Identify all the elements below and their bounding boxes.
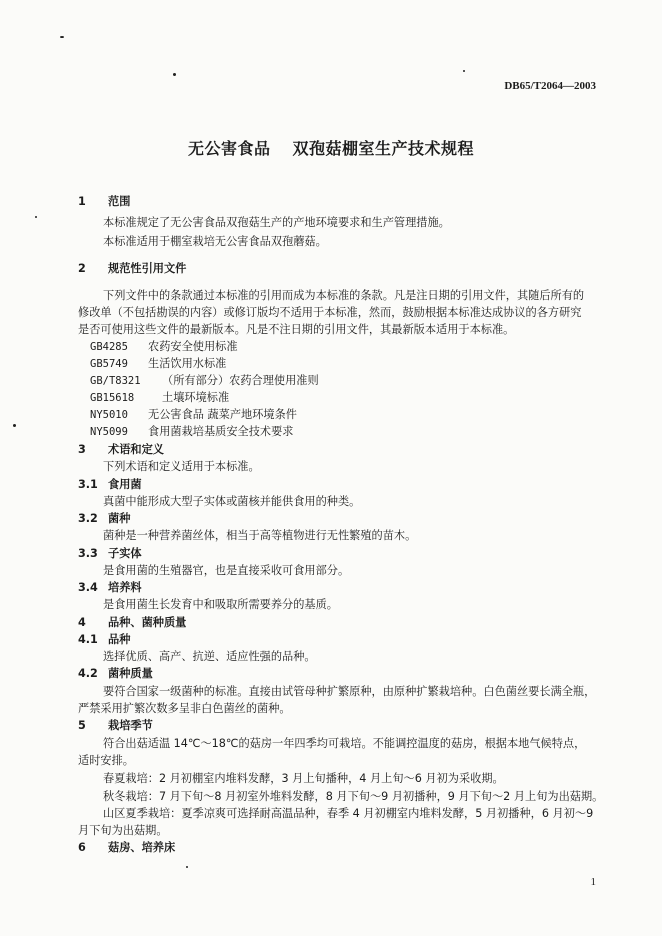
reference-item: GB5749 生活饮用水标准 (90, 357, 227, 370)
section-2-heading: 2 规范性引用文件 (78, 262, 187, 275)
scan-speck (13, 424, 16, 427)
section-1-para-2: 本标准适用于棚室栽培无公害食品双孢蘑菇。 (103, 235, 327, 248)
title-part-1: 无公害食品 (187, 139, 271, 158)
term-definition: 真菌中能形成大型子实体或菌核并能供食用的种类。 (103, 495, 361, 508)
subsection-4-2-line-2: 严禁采用扩繁次数多呈非白色菌丝的菌种。 (78, 702, 291, 715)
term-heading: 3.1 食用菌 (78, 478, 142, 491)
subsection-4-2-heading: 4.2 菌种质量 (78, 667, 153, 680)
reference-item: GB4285 农药安全使用标准 (90, 340, 238, 353)
reference-item: NY5099 食用菌栽培基质安全技术要求 (90, 425, 294, 438)
page-title (0, 136, 662, 159)
section-4-heading: 4 品种、菌种质量 (78, 616, 187, 629)
autumn-winter-cultivation: 秋冬栽培：7 月下旬～8 月初室外堆料发酵，8 月下旬～9 月初播种，9 月下旬～2 月上旬为出菇期。 (103, 790, 604, 803)
title-part-2: 双孢菇棚室生产技术规程 (292, 139, 475, 158)
section-3-heading: 3 术语和定义 (78, 443, 164, 456)
section-5-line-2: 适时安排。 (78, 754, 134, 767)
term-definition: 是食用菌的生殖器官，也是直接采收可食用部分。 (103, 564, 350, 577)
section-6-heading: 6 菇房、培养床 (78, 841, 176, 854)
subsection-4-2-line-1: 要符合国家一级菌种的标准。直接由试管母种扩繁原种，由原种扩繁栽培种。白色菌丝要长满全瓶， (103, 685, 596, 698)
scan-speck (186, 866, 188, 868)
section-3-intro: 下列术语和定义适用于本标准。 (103, 460, 260, 473)
section-5-line-1: 符合出菇适温 14℃～18℃的菇房一年四季均可栽培。不能调控温度的菇房，根据本地气候特点， (103, 737, 586, 750)
subsection-4-1-heading: 4.1 品种 (78, 633, 131, 646)
spring-summer-cultivation: 春夏栽培：2 月初棚室内堆料发酵，3 月上旬播种，4 月上旬～6 月初为采收期。 (103, 772, 504, 785)
term-definition: 是食用菌生长发育中和吸取所需要养分的基质。 (103, 598, 338, 611)
scan-speck (35, 216, 37, 218)
reference-item: GB15618 土壤环境标准 (90, 391, 230, 404)
section-2-line-1: 下列文件中的条款通过本标准的引用而成为本标准的条款。凡是注日期的引用文件，其随后所有的 (103, 289, 585, 302)
mountain-summer-cultivation-2: 月下旬为出菇期。 (78, 824, 168, 837)
section-2-line-2: 修改单（不包括勘误的内容）或修订版均不适用于本标准，然而，鼓励根据本标准达成协议的各方研究 (78, 306, 582, 319)
term-definition: 菌种是一种营养菌丝体，相当于高等植物进行无性繁殖的苗木。 (103, 529, 417, 542)
subsection-4-1-text: 选择优质、高产、抗逆、适应性强的品种。 (103, 650, 316, 663)
term-heading: 3.2 菌种 (78, 512, 131, 525)
section-1-heading: 1 范围 (78, 195, 131, 208)
scan-speck (60, 36, 64, 38)
page-number: 1 (590, 876, 596, 888)
scan-speck (463, 70, 465, 72)
section-1-para-1: 本标准规定了无公害食品双孢菇生产的产地环境要求和生产管理措施。 (103, 216, 450, 229)
mountain-summer-cultivation-1: 山区夏季栽培：夏季凉爽可选择耐高温品种，春季 4 月初棚室内堆料发酵，5 月初播种，6 月初～9 (103, 807, 594, 820)
section-5-heading: 5 栽培季节 (78, 719, 153, 732)
section-2-line-3: 是否可使用这些文件的最新版本。凡是不注日期的引用文件，其最新版本适用于本标准。 (78, 323, 515, 336)
scan-speck (173, 73, 176, 76)
term-heading: 3.4 培养料 (78, 581, 142, 594)
reference-item: GB/T8321 （所有部分）农药合理使用准则 (90, 374, 319, 387)
reference-item: NY5010 无公害食品 蔬菜产地环境条件 (90, 408, 297, 421)
standard-code: DB65/T2064—2003 (504, 80, 596, 92)
term-heading: 3.3 子实体 (78, 547, 142, 560)
